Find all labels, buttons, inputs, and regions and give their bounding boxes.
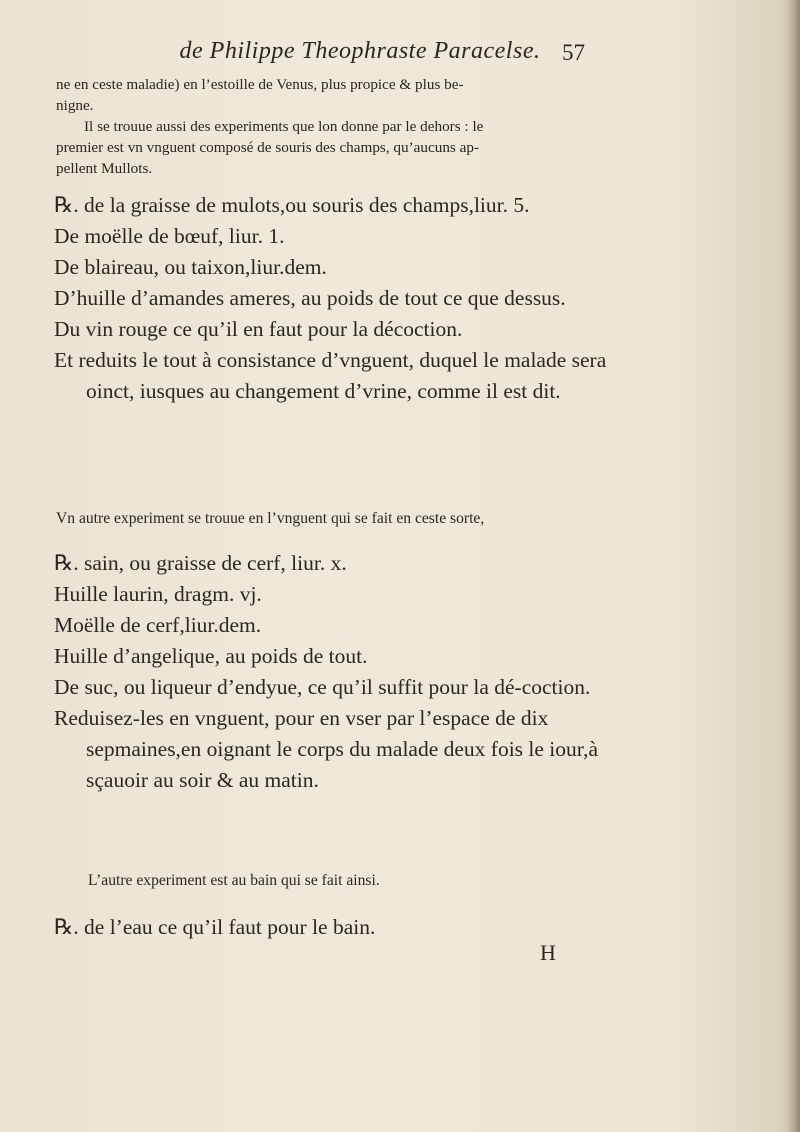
running-head: de Philippe Theophraste Paracelse. (179, 38, 541, 64)
recipe-1 (54, 190, 654, 407)
recipe-line: ℞. sain, ou graisse de cerf, liur. x. (54, 551, 347, 575)
recipe-line: Et reduits le tout à consistance d’vnguent, duquel le malade sera oinct, iusques au changement d’vrine, comme il est dit. (54, 348, 607, 403)
recipe-line: Moëlle de cerf,liur.dem. (54, 613, 262, 637)
intro-line: Il se trouue aussi des experiments que lon donne par le dehors : le (84, 118, 484, 135)
intro-line: premier est vn vnguent composé de souris des champs, qu’aucuns ap- (56, 139, 480, 156)
recipe-line: ℞. de la graisse de mulots,ou souris des champs,liur. 5. (54, 193, 530, 217)
recipe-line: Reduisez-les en vnguent, pour en vser par l’espace de dix sepmaines,en oignant le corps du malade deux fois le iour,à sçauoir au soir & au matin. (54, 706, 599, 792)
recipe-line: De suc, ou liqueur d’endyue, ce qu’il suffit pour la dé-coction. (54, 675, 591, 699)
recipe-line: De moëlle de bœuf, liur. 1. (54, 224, 285, 248)
recipe-line: D’huille d’amandes ameres, au poids de tout ce que dessus. (54, 286, 566, 310)
page-number: 57 (562, 40, 585, 65)
page-edge-shadow (786, 0, 800, 1132)
recipe-line: Huille d’angelique, au poids de tout. (54, 644, 368, 668)
intro-paragraph (56, 74, 616, 179)
recipe-2 (54, 548, 654, 796)
recipe-line: Huille laurin, dragm. vj. (54, 582, 262, 606)
recipe-3 (54, 912, 654, 943)
signature-mark: H (540, 940, 556, 965)
intro-line: pellent Mullots. (56, 160, 153, 177)
intro-line: nigne. (56, 97, 94, 114)
recipe-line: Du vin rouge ce qu’il en faut pour la décoction. (54, 317, 463, 341)
recipe-line: De blaireau, ou taixon,liur.dem. (54, 255, 327, 279)
intro-line: ne en ceste maladie) en l’estoille de Venus, plus propice & plus be- (56, 76, 464, 93)
section-2-intro: Vn autre experiment se trouue en l’vnguent qui se fait en ceste sorte, (56, 510, 485, 527)
recipe-line: ℞. de l’eau ce qu’il faut pour le bain. (54, 915, 376, 939)
section-3-intro: L’autre experiment est au bain qui se fait ainsi. (88, 872, 380, 889)
